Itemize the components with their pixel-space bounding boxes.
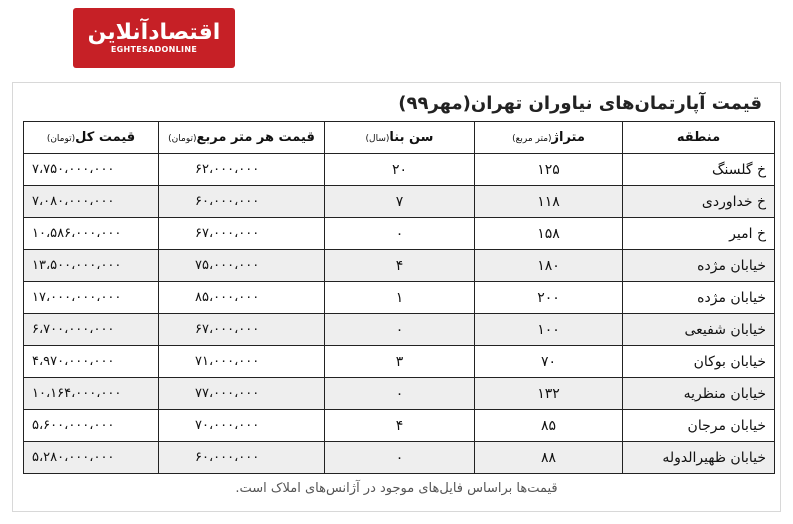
cell-total-price: ۴،۹۷۰،۰۰۰،۰۰۰ [24, 346, 159, 378]
cell-area: ۱۳۲ [475, 378, 623, 410]
cell-area: ۱۱۸ [475, 186, 623, 218]
cell-price-per-meter: ۷۷،۰۰۰،۰۰۰ [159, 378, 325, 410]
cell-total-price: ۱۰،۱۶۴،۰۰۰،۰۰۰ [24, 378, 159, 410]
table-row [24, 346, 775, 378]
cell-region: خیابان مژده [623, 250, 775, 282]
cell-age: ۲۰ [325, 154, 475, 186]
cell-area: ۷۰ [475, 346, 623, 378]
price-table [23, 121, 775, 474]
table-row [24, 218, 775, 250]
cell-total-price: ۷،۰۸۰،۰۰۰،۰۰۰ [24, 186, 159, 218]
cell-region: خیابان شفیعی [623, 314, 775, 346]
cell-area: ۸۸ [475, 442, 623, 474]
header-region: منطقه [623, 122, 775, 154]
cell-age: ۷ [325, 186, 475, 218]
cell-region: خیابان ظهیرالدوله [623, 442, 775, 474]
table-row [24, 154, 775, 186]
header-price-per-meter: قیمت هر متر مربع(تومان) [159, 122, 325, 154]
header-age: سن بنا(سال) [325, 122, 475, 154]
table-row [24, 186, 775, 218]
price-table-panel [12, 82, 781, 512]
table-row [24, 378, 775, 410]
cell-price-per-meter: ۷۱،۰۰۰،۰۰۰ [159, 346, 325, 378]
cell-age: ۳ [325, 346, 475, 378]
cell-region: خیابان مرجان [623, 410, 775, 442]
cell-price-per-meter: ۸۵،۰۰۰،۰۰۰ [159, 282, 325, 314]
table-row [24, 410, 775, 442]
cell-area: ۲۰۰ [475, 282, 623, 314]
cell-price-per-meter: ۷۰،۰۰۰،۰۰۰ [159, 410, 325, 442]
cell-total-price: ۶،۷۰۰،۰۰۰،۰۰۰ [24, 314, 159, 346]
cell-total-price: ۵،۲۸۰،۰۰۰،۰۰۰ [24, 442, 159, 474]
brand-logo [73, 8, 235, 68]
cell-price-per-meter: ۶۰،۰۰۰،۰۰۰ [159, 186, 325, 218]
cell-region: خیابان منظریه [623, 378, 775, 410]
cell-price-per-meter: ۶۷،۰۰۰،۰۰۰ [159, 314, 325, 346]
cell-age: ۱ [325, 282, 475, 314]
cell-region: خ خداوردی [623, 186, 775, 218]
cell-total-price: ۱۳،۵۰۰،۰۰۰،۰۰۰ [24, 250, 159, 282]
cell-region: خ امیر [623, 218, 775, 250]
cell-age: ۰ [325, 314, 475, 346]
header-total-unit: (تومان) [46, 134, 76, 144]
header-total-price: قیمت کل(تومان) [24, 122, 159, 154]
cell-age: ۰ [325, 218, 475, 250]
cell-age: ۰ [325, 378, 475, 410]
table-row [24, 442, 775, 474]
logo-latin-text: EGHTESADONLINE [110, 45, 198, 54]
cell-age: ۰ [325, 442, 475, 474]
header-age-unit: (سال) [365, 134, 390, 144]
cell-total-price: ۱۰،۵۸۶،۰۰۰،۰۰۰ [24, 218, 159, 250]
cell-area: ۸۵ [475, 410, 623, 442]
header-ppm-unit: (تومان) [168, 134, 197, 144]
cell-price-per-meter: ۶۲،۰۰۰،۰۰۰ [159, 154, 325, 186]
table-header-row [24, 122, 775, 154]
footnote: قیمت‌ها براساس فایل‌های موجود در آژانس‌های املاک است. [235, 481, 558, 496]
cell-region: خیابان مژده [623, 282, 775, 314]
cell-area: ۱۸۰ [475, 250, 623, 282]
table-row [24, 282, 775, 314]
logo-wordmark: اقتصادآنلاین [87, 20, 221, 45]
cell-age: ۴ [325, 250, 475, 282]
header-area-unit: (متر مربع) [512, 134, 552, 144]
cell-age: ۴ [325, 410, 475, 442]
cell-region: خیابان بوکان [623, 346, 775, 378]
cell-area: ۱۵۸ [475, 218, 623, 250]
cell-area: ۱۲۵ [475, 154, 623, 186]
cell-price-per-meter: ۶۷،۰۰۰،۰۰۰ [159, 218, 325, 250]
cell-area: ۱۰۰ [475, 314, 623, 346]
table-row [24, 314, 775, 346]
cell-total-price: ۷،۷۵۰،۰۰۰،۰۰۰ [24, 154, 159, 186]
cell-total-price: ۵،۶۰۰،۰۰۰،۰۰۰ [24, 410, 159, 442]
cell-region: خ گلسنگ [623, 154, 775, 186]
table-row [24, 250, 775, 282]
header-area: متراژ(متر مربع) [475, 122, 623, 154]
cell-total-price: ۱۷،۰۰۰،۰۰۰،۰۰۰ [24, 282, 159, 314]
table-title: قیمت آپارتمان‌های نیاوران تهران(مهر۹۹) [398, 93, 762, 114]
cell-price-per-meter: ۶۰،۰۰۰،۰۰۰ [159, 442, 325, 474]
cell-price-per-meter: ۷۵،۰۰۰،۰۰۰ [159, 250, 325, 282]
